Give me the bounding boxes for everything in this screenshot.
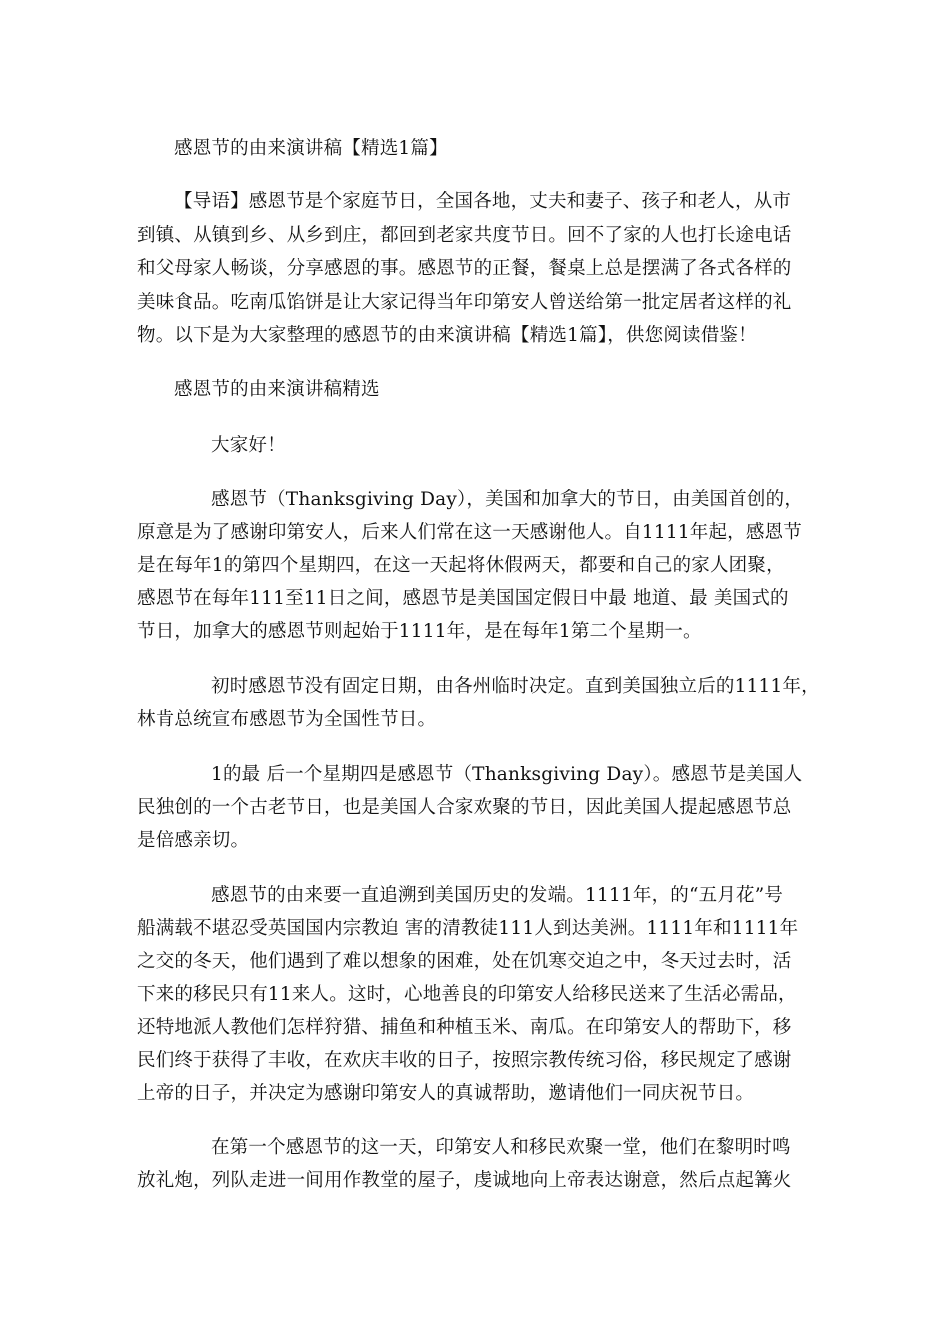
- intro-line: 美味食品。吃南瓜馅饼是让大家记得当年印第安人曾送给第一批定居者这样的礼: [137, 292, 792, 313]
- paragraph-line: 是倍感亲切。: [137, 830, 250, 851]
- paragraph-line: 船满载不堪忍受英国国内宗教迫 害的清教徒111人到达美洲。1111年和1111年: [137, 918, 799, 939]
- paragraph-line: 初时感恩节没有固定日期，由各州临时决定。直到美国独立后的1111年，: [211, 676, 820, 697]
- section-title: 感恩节的由来演讲稿精选: [174, 379, 380, 400]
- paragraph-line: 上帝的日子，并决定为感谢印第安人的真诚帮助，邀请他们一同庆祝节日。: [137, 1083, 755, 1104]
- paragraph-line: 感恩节的由来要一直追溯到美国历史的发端。1111年，的“五月花”号: [211, 885, 784, 906]
- paragraph-line: 放礼炮，列队走进一间用作教堂的屋子，虔诚地向上帝表达谢意，然后点起篝火: [137, 1170, 792, 1191]
- paragraph-line: 林肯总统宣布感恩节为全国性节日。: [137, 709, 437, 730]
- intro-line: 物。以下是为大家整理的感恩节的由来演讲稿【精选1篇】，供您阅读借鉴！: [137, 325, 757, 346]
- paragraph-line: 在第一个感恩节的这一天，印第安人和移民欢聚一堂，他们在黎明时鸣: [211, 1137, 791, 1158]
- paragraph-line: 原意是为了感谢印第安人，后来人们常在这一天感谢他人。自1111年起，感恩节: [137, 522, 802, 543]
- paragraph-line: 还特地派人教他们怎样狩猎、捕鱼和种植玉米、南瓜。在印第安人的帮助下，移: [137, 1017, 792, 1038]
- paragraph-line: 是在每年1的第四个星期四，在这一天起将休假两天，都要和自己的家人团聚，: [137, 555, 785, 576]
- paragraph-line: 节日，加拿大的感恩节则起始于1111年，是在每年1第二个星期一。: [137, 621, 702, 642]
- paragraph-line: 感恩节（Thanksgiving Day），美国和加拿大的节日，由美国首创的，: [211, 489, 804, 510]
- paragraph-line: 之交的冬天，他们遇到了难以想象的困难，处在饥寒交迫之中，冬天过去时，活: [137, 951, 792, 972]
- paragraph-line: 下来的移民只有11来人。这时，心地善良的印第安人给移民送来了生活必需品，: [137, 984, 797, 1005]
- intro-line: 【导语】感恩节是个家庭节日，全国各地，丈夫和妻子、孩子和老人，从市: [174, 191, 792, 212]
- paragraph-line: 民们终于获得了丰收，在欢庆丰收的日子，按照宗教传统习俗，移民规定了感谢: [137, 1050, 792, 1071]
- greeting: 大家好！: [211, 435, 286, 456]
- intro-line: 和父母家人畅谈，分享感恩的事。感恩节的正餐，餐桌上总是摆满了各式各样的: [137, 258, 792, 279]
- paragraph-line: 感恩节在每年111至11日之间，感恩节是美国国定假日中最 地道、最 美国式的: [137, 588, 789, 609]
- paragraph-line: 民独创的一个古老节日，也是美国人合家欢聚的节日，因此美国人提起感恩节总: [137, 797, 792, 818]
- document-title: 感恩节的由来演讲稿【精选1篇】: [174, 138, 448, 159]
- intro-line: 到镇、从镇到乡、从乡到庄，都回到老家共度节日。回不了家的人也打长途电话: [137, 225, 792, 246]
- paragraph-line: 1的最 后一个星期四是感恩节（Thanksgiving Day）。感恩节是美国人: [211, 764, 803, 785]
